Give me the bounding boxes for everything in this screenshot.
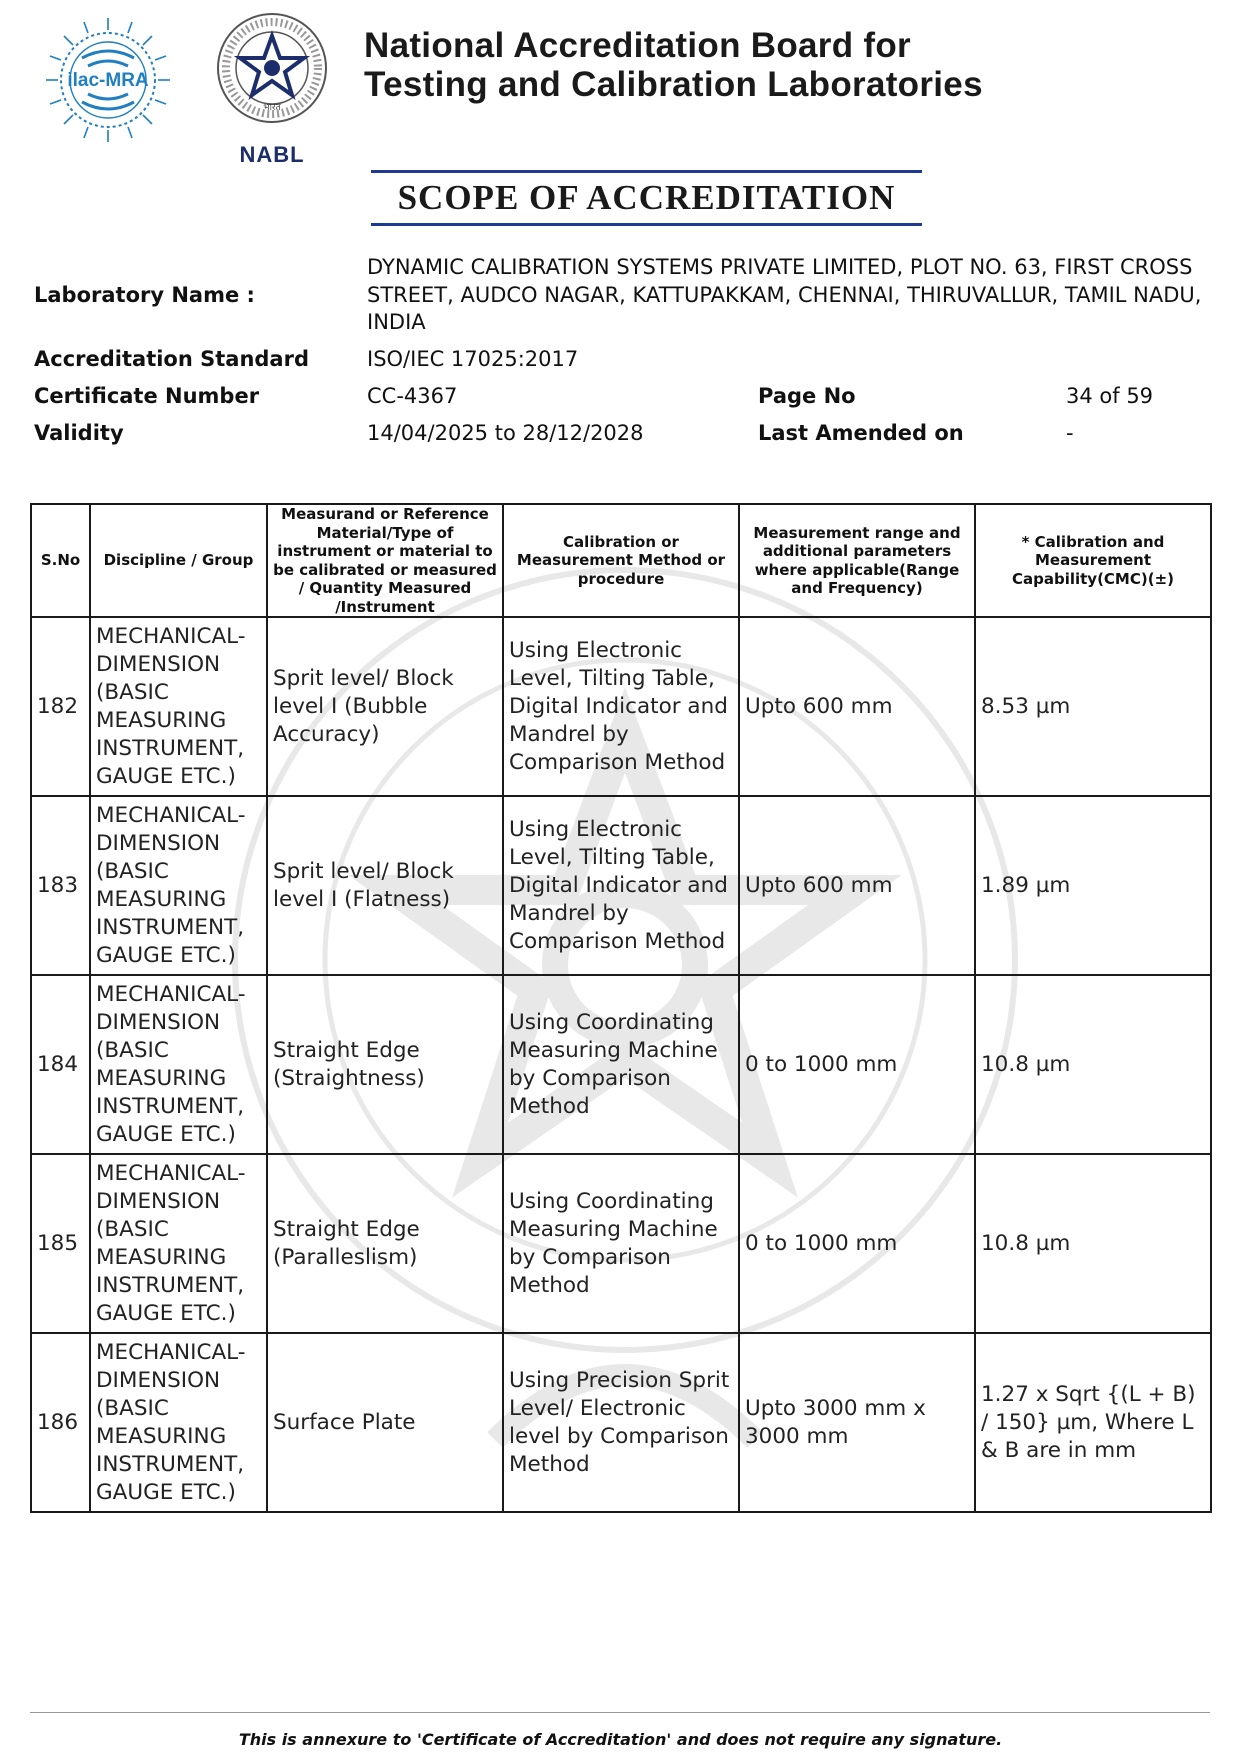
scope-title: SCOPE OF ACCREDITATION: [397, 178, 896, 217]
cell-method: Using Coordinating Measuring Machine by Comparison Method: [503, 975, 739, 1154]
cell-method: Using Electronic Level, Tilting Table, Digital Indicator and Mandrel by Comparison Method: [503, 617, 739, 796]
column-header-sno: S.No: [31, 504, 90, 617]
cell-sno: 184: [31, 975, 90, 1154]
cell-measurand: Sprit level/ Block level I (Flatness): [267, 796, 503, 975]
cell-method: Using Coordinating Measuring Machine by Comparison Method: [503, 1154, 739, 1333]
cell-discipline: MECHANICAL- DIMENSION (BASIC MEASURING INSTRUMENT, GAUGE ETC.): [90, 617, 267, 796]
table-row: [31, 1333, 1211, 1512]
cell-discipline: MECHANICAL- DIMENSION (BASIC MEASURING INSTRUMENT, GAUGE ETC.): [90, 796, 267, 975]
footer-divider: [30, 1712, 1210, 1713]
column-header-discipline: Discipline / Group: [90, 504, 267, 617]
footer-note: This is annexure to 'Certificate of Accreditation' and does not require any signature.: [238, 1730, 1003, 1749]
cell-method: Using Precision Sprit Level/ Electronic level by Comparison Method: [503, 1333, 739, 1512]
validity-label: Validity: [34, 421, 124, 445]
scope-title-block: [371, 170, 922, 226]
standard-value: ISO/IEC 17025:2017: [367, 347, 579, 371]
cell-measurand: Surface Plate: [267, 1333, 503, 1512]
cell-sno: 186: [31, 1333, 90, 1512]
ilac-mra-logo: [42, 14, 174, 146]
svg-text:भारत: भारत: [263, 103, 281, 113]
column-header-range: Measurement range and additional parameters where applicable(Range and Frequency): [739, 504, 975, 617]
cell-sno: 183: [31, 796, 90, 975]
cell-cmc: 1.89 µm: [975, 796, 1211, 975]
table-header-row: [31, 504, 1211, 617]
cell-discipline: MECHANICAL- DIMENSION (BASIC MEASURING INSTRUMENT, GAUGE ETC.): [90, 1333, 267, 1512]
last-amended-label: Last Amended on: [758, 421, 964, 445]
lab-name-label: Laboratory Name :: [34, 283, 255, 307]
organization-title: [364, 26, 983, 104]
cell-cmc: 1.27 x Sqrt {(L + B) / 150} µm, Where L & B are in mm: [975, 1333, 1211, 1512]
lab-name-value: DYNAMIC CALIBRATION SYSTEMS PRIVATE LIMITED, PLOT NO. 63, FIRST CROSS STREET, AUDCO NAGAR, KATTUPAKKAM, CHENNAI, THIRUVALLUR, TAMIL NADU, INDIA: [367, 255, 1202, 334]
cell-measurand: Straight Edge (Paralleslism): [267, 1154, 503, 1333]
cell-range: 0 to 1000 mm: [739, 1154, 975, 1333]
cell-cmc: 8.53 µm: [975, 617, 1211, 796]
svg-text:ilac-MRA: ilac-MRA: [67, 70, 149, 91]
cell-method: Using Electronic Level, Tilting Table, Digital Indicator and Mandrel by Comparison Method: [503, 796, 739, 975]
column-header-method: Calibration or Measurement Method or procedure: [503, 504, 739, 617]
scope-table: [30, 503, 1212, 1513]
cell-measurand: Sprit level/ Block level I (Bubble Accuracy): [267, 617, 503, 796]
last-amended-value: -: [1066, 421, 1074, 445]
scope-bottom-rule: [371, 223, 922, 226]
page-no-label: Page No: [758, 384, 856, 408]
cell-range: Upto 3000 mm x 3000 mm: [739, 1333, 975, 1512]
cell-range: Upto 600 mm: [739, 617, 975, 796]
nabl-logo: [210, 10, 334, 170]
cell-sno: 185: [31, 1154, 90, 1333]
page-no-value: 34 of 59: [1066, 384, 1154, 408]
cell-cmc: 10.8 µm: [975, 1154, 1211, 1333]
table-row: [31, 975, 1211, 1154]
organization-title-line2: Testing and Calibration Laboratories: [364, 65, 983, 104]
validity-value: 14/04/2025 to 28/12/2028: [367, 421, 644, 445]
table-row: [31, 796, 1211, 975]
cell-cmc: 10.8 µm: [975, 975, 1211, 1154]
cell-range: 0 to 1000 mm: [739, 975, 975, 1154]
cell-discipline: MECHANICAL- DIMENSION (BASIC MEASURING INSTRUMENT, GAUGE ETC.): [90, 1154, 267, 1333]
cell-sno: 182: [31, 617, 90, 796]
column-header-cmc: * Calibration and Measurement Capability(CMC)(±): [975, 504, 1211, 617]
svg-text:NABL: NABL: [239, 142, 305, 167]
cell-measurand: Straight Edge (Straightness): [267, 975, 503, 1154]
certificate-value: CC-4367: [367, 384, 458, 408]
standard-label: Accreditation Standard: [34, 347, 309, 371]
cell-range: Upto 600 mm: [739, 796, 975, 975]
organization-title-line1: National Accreditation Board for: [364, 26, 911, 65]
table-row: [31, 617, 1211, 796]
cell-discipline: MECHANICAL- DIMENSION (BASIC MEASURING INSTRUMENT, GAUGE ETC.): [90, 975, 267, 1154]
certificate-label: Certificate Number: [34, 384, 260, 408]
column-header-measurand: Measurand or Reference Material/Type of instrument or material to be calibrated or measured / Quantity Measured /Instrument: [267, 504, 503, 617]
table-row: [31, 1154, 1211, 1333]
